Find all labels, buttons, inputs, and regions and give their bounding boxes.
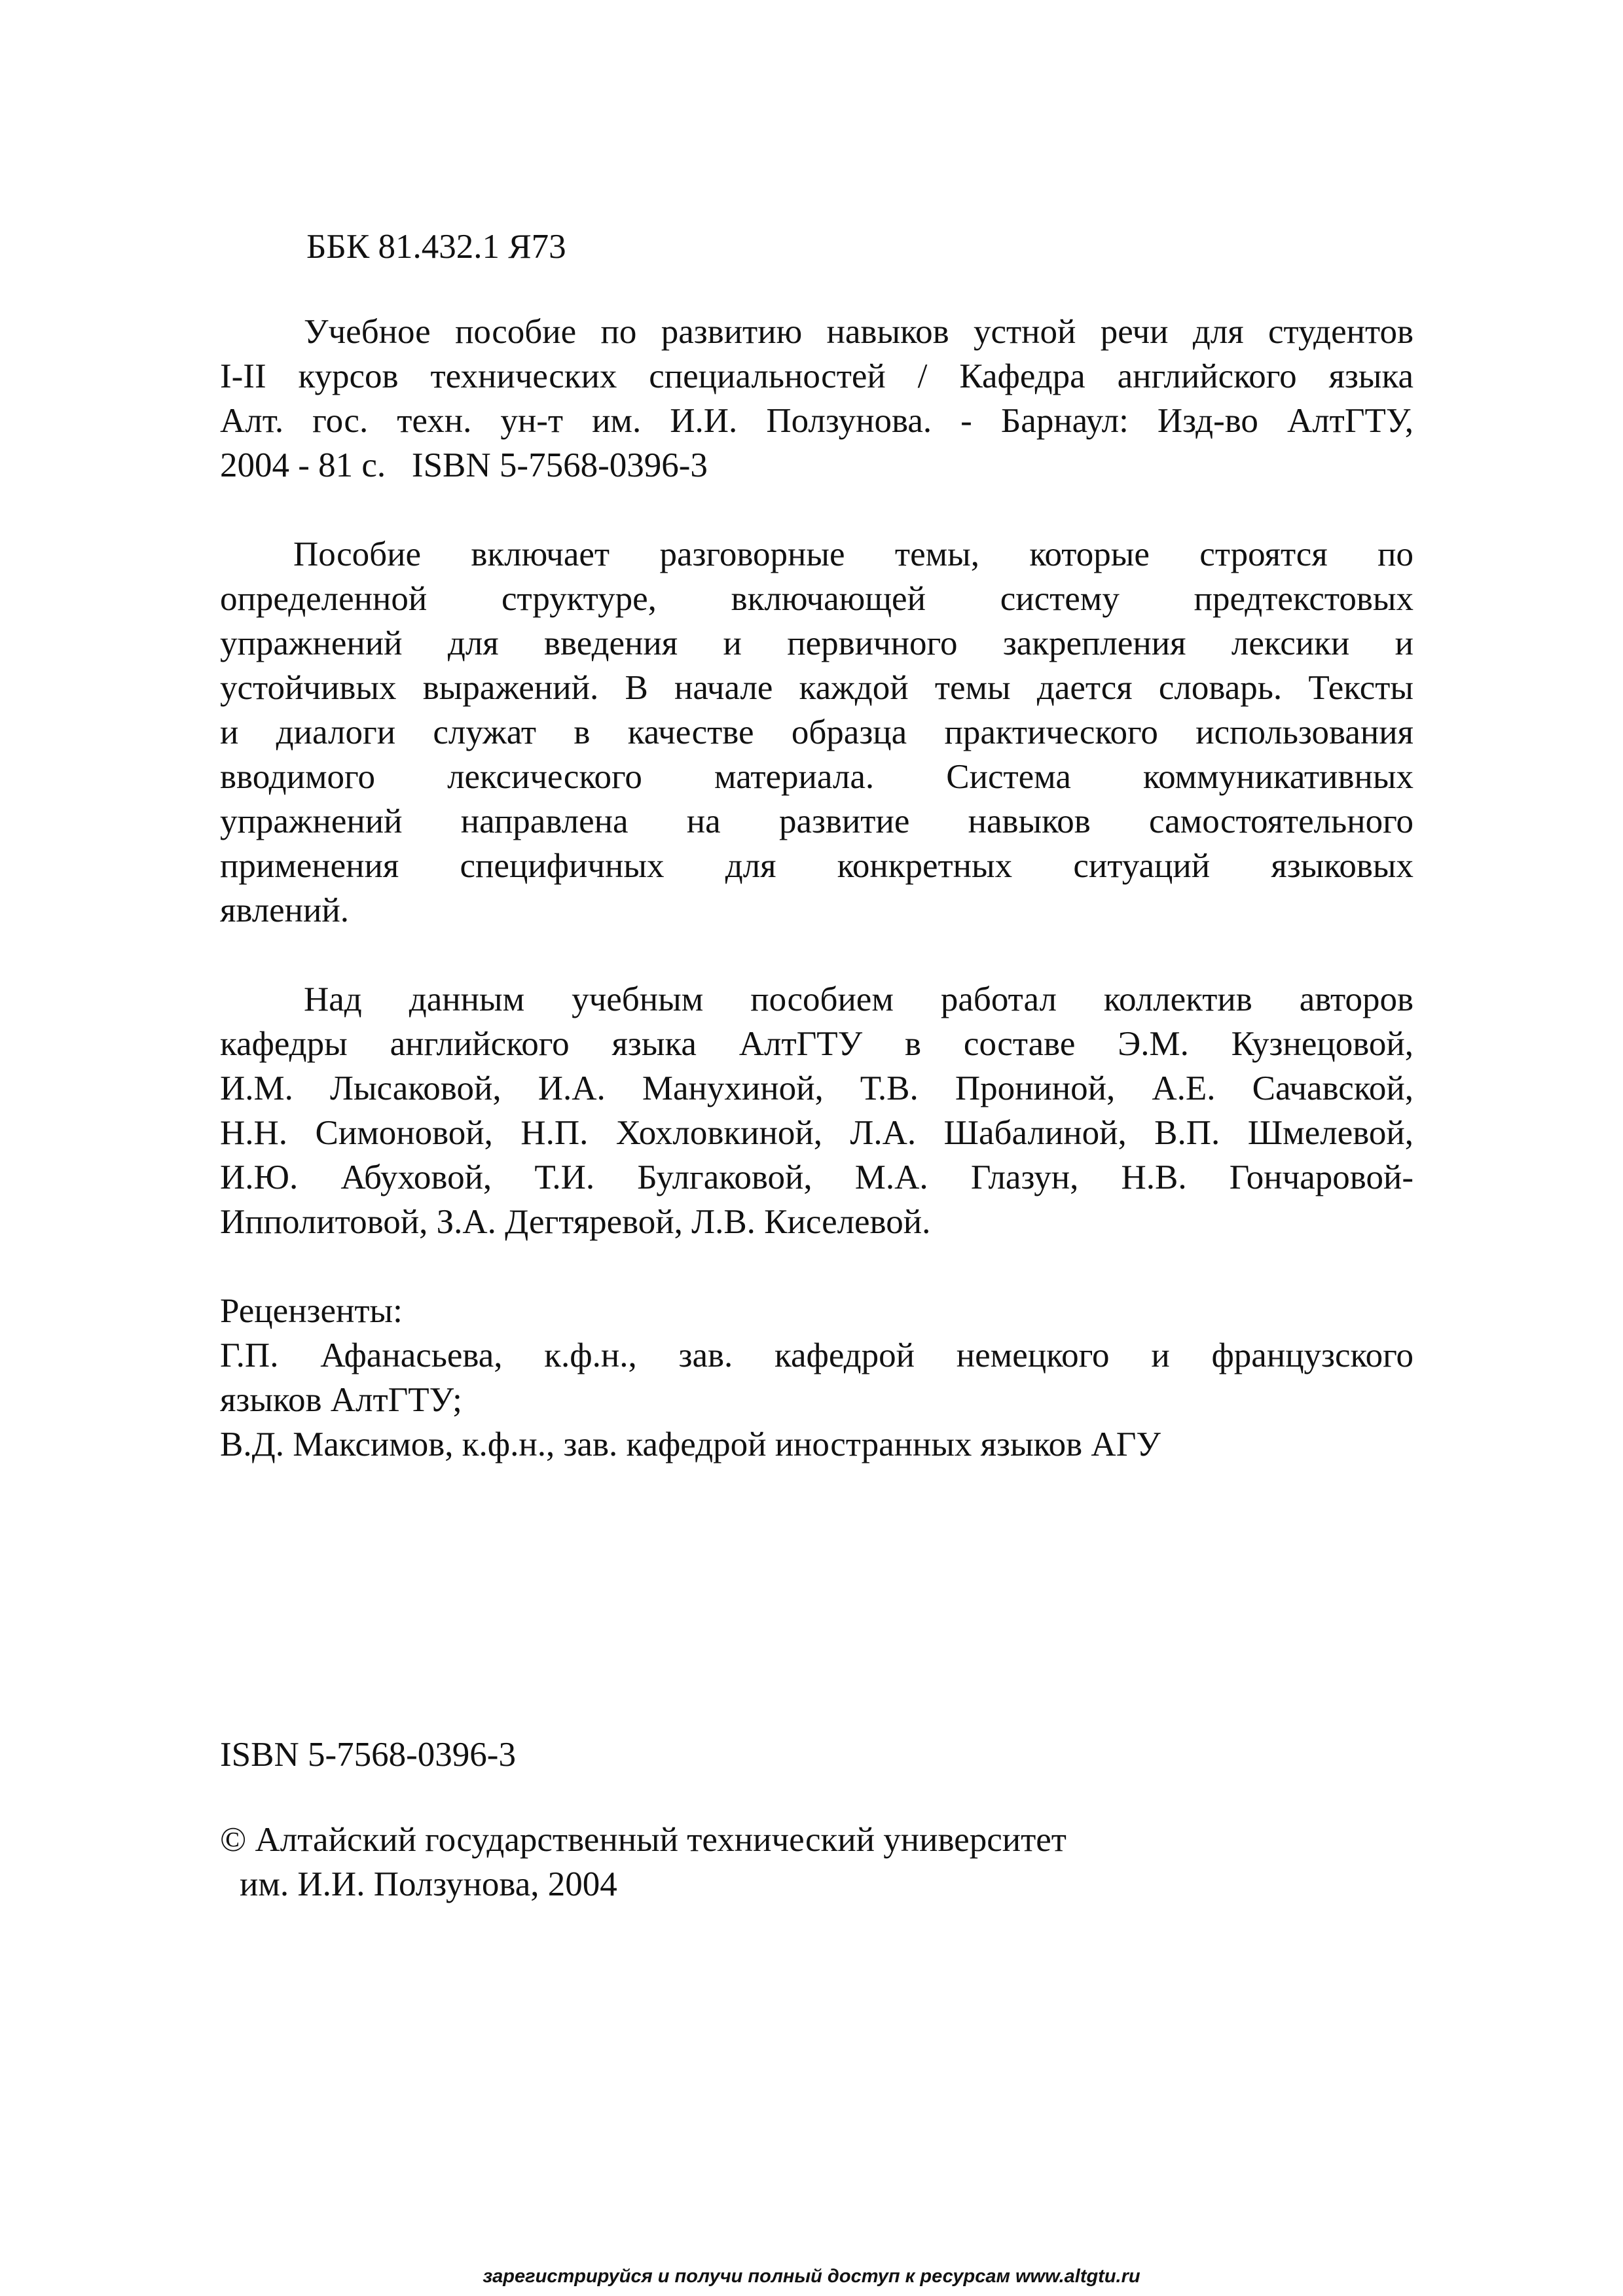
abstract-line-7: упражнений направлена на развитие навыков самостоятельного — [220, 802, 1413, 840]
authors-line-6: Ипполитовой, З.А. Дегтяревой, Л.В. Киселевой. — [220, 1203, 931, 1241]
authors-line-1: Над данным учебным пособием работал коллектив авторов — [304, 980, 1413, 1018]
abstract-line-8: применения специфичных для конкретных ситуаций языковых — [220, 847, 1413, 885]
copyright-line-1: © Алтайский государственный технический университет — [220, 1821, 1067, 1859]
citation-line-1: Учебное пособие по развитию навыков устной речи для студентов — [304, 313, 1413, 351]
abstract-line-9: явлений. — [220, 891, 350, 929]
bbk-code: ББК 81.432.1 Я73 — [306, 228, 566, 266]
authors-line-4: Н.Н. Симоновой, Н.П. Хохловкиной, Л.А. Шабалиной, В.П. Шмелевой, — [220, 1114, 1413, 1152]
copyright-line-2: им. И.И. Ползунова, 2004 — [240, 1865, 617, 1903]
reviewer-line-1: Г.П. Афанасьева, к.ф.н., зав. кафедрой немецкого и французского — [220, 1336, 1413, 1374]
abstract-line-4: устойчивых выражений. В начале каждой темы дается словарь. Тексты — [220, 669, 1413, 707]
citation-line-4: 2004 - 81 с. ISBN 5-7568-0396-3 — [220, 446, 708, 484]
reviewer-line-3: В.Д. Максимов, к.ф.н., зав. кафедрой иностранных языков АГУ — [220, 1426, 1161, 1463]
abstract-line-2: определенной структуре, включающей систему предтекстовых — [220, 580, 1413, 618]
abstract-line-5: и диалоги служат в качестве образца практического использования — [220, 713, 1413, 751]
abstract-line-6: вводимого лексического материала. Система коммуникативных — [220, 758, 1413, 796]
citation-line-3: Алт. гос. техн. ун-т им. И.И. Ползунова. - Барнаул: Изд-во АлтГТУ, — [220, 402, 1413, 440]
footer-registration-note: зарегистрируйся и получи полный доступ к ресурсам www.altgtu.ru — [483, 2266, 1140, 2287]
authors-line-5: И.Ю. Абуховой, Т.И. Булгаковой, М.А. Глазун, Н.В. Гончаровой- — [220, 1158, 1413, 1196]
citation-line-2: I-II курсов технических специальностей / Кафедра английского языка — [220, 357, 1413, 395]
abstract-line-3: упражнений для введения и первичного закрепления лексики и — [220, 624, 1413, 662]
authors-line-2: кафедры английского языка АлтГТУ в составе Э.М. Кузнецовой, — [220, 1025, 1413, 1063]
abstract-line-1: Пособие включает разговорные темы, которые строятся по — [293, 535, 1413, 573]
reviewers-heading: Рецензенты: — [220, 1292, 403, 1330]
reviewer-line-2: языков АлтГТУ; — [220, 1381, 462, 1419]
authors-line-3: И.М. Лысаковой, И.А. Манухиной, Т.В. Прониной, А.Е. Сачавской, — [220, 1069, 1413, 1107]
isbn: ISBN 5-7568-0396-3 — [220, 1736, 516, 1774]
